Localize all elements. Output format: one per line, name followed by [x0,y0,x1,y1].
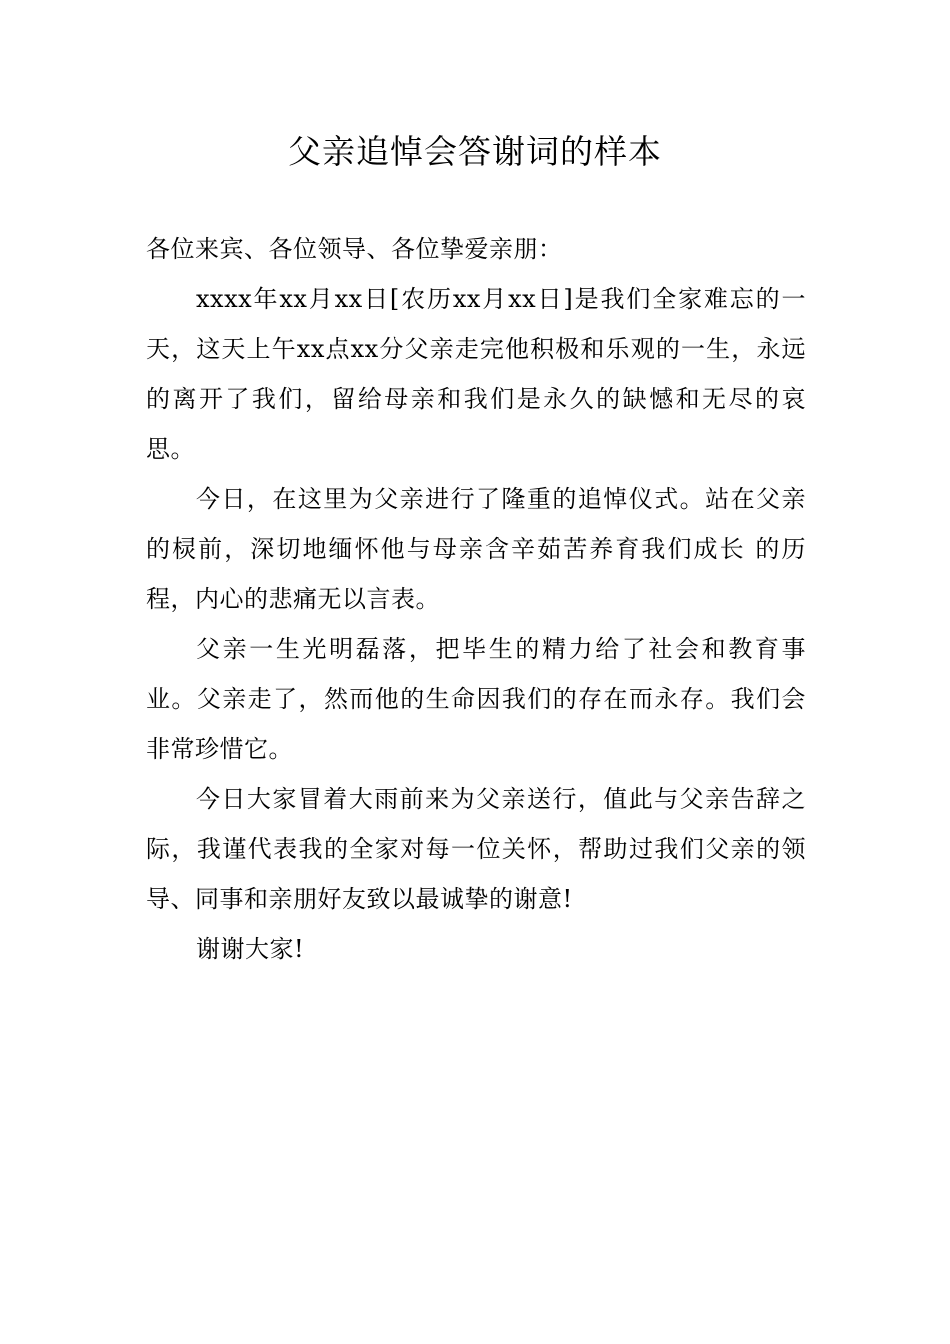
salutation: 各位来宾、各位领导、各位挚爱亲朋： [146,235,563,263]
document-title: 父亲追悼会答谢词的样本 [288,132,662,171]
paragraph-date: xxxx年xx月xx日[农历xx月xx日]是我们全家难忘的一天，这天上午xx点xx分父亲走完他积极和乐观的一生，永远的离开了我们，留给母亲和我们是永久的缺憾和无尽的哀思。 [146,285,806,463]
paragraph-thanks: 今日大家冒着大雨前来为父亲送行，值此与父亲告辞之际，我谨代表我的全家对每一位关怀，帮助过我们父亲的领导、同事和亲朋好友致以最诚挚的谢意! [146,785,806,913]
paragraph-ceremony: 今日，在这里为父亲进行了隆重的追悼仪式。站在父亲的棂前，深切地缅怀他与母亲含辛茹苦养育我们成长 的历程，内心的悲痛无以言表。 [146,485,806,613]
closing: 谢谢大家! [196,935,305,963]
paragraph-life: 父亲一生光明磊落，把毕生的精力给了社会和教育事业。父亲走了，然而他的生命因我们的存在而永存。我们会非常珍惜它。 [146,635,806,763]
document-body [146,224,806,974]
